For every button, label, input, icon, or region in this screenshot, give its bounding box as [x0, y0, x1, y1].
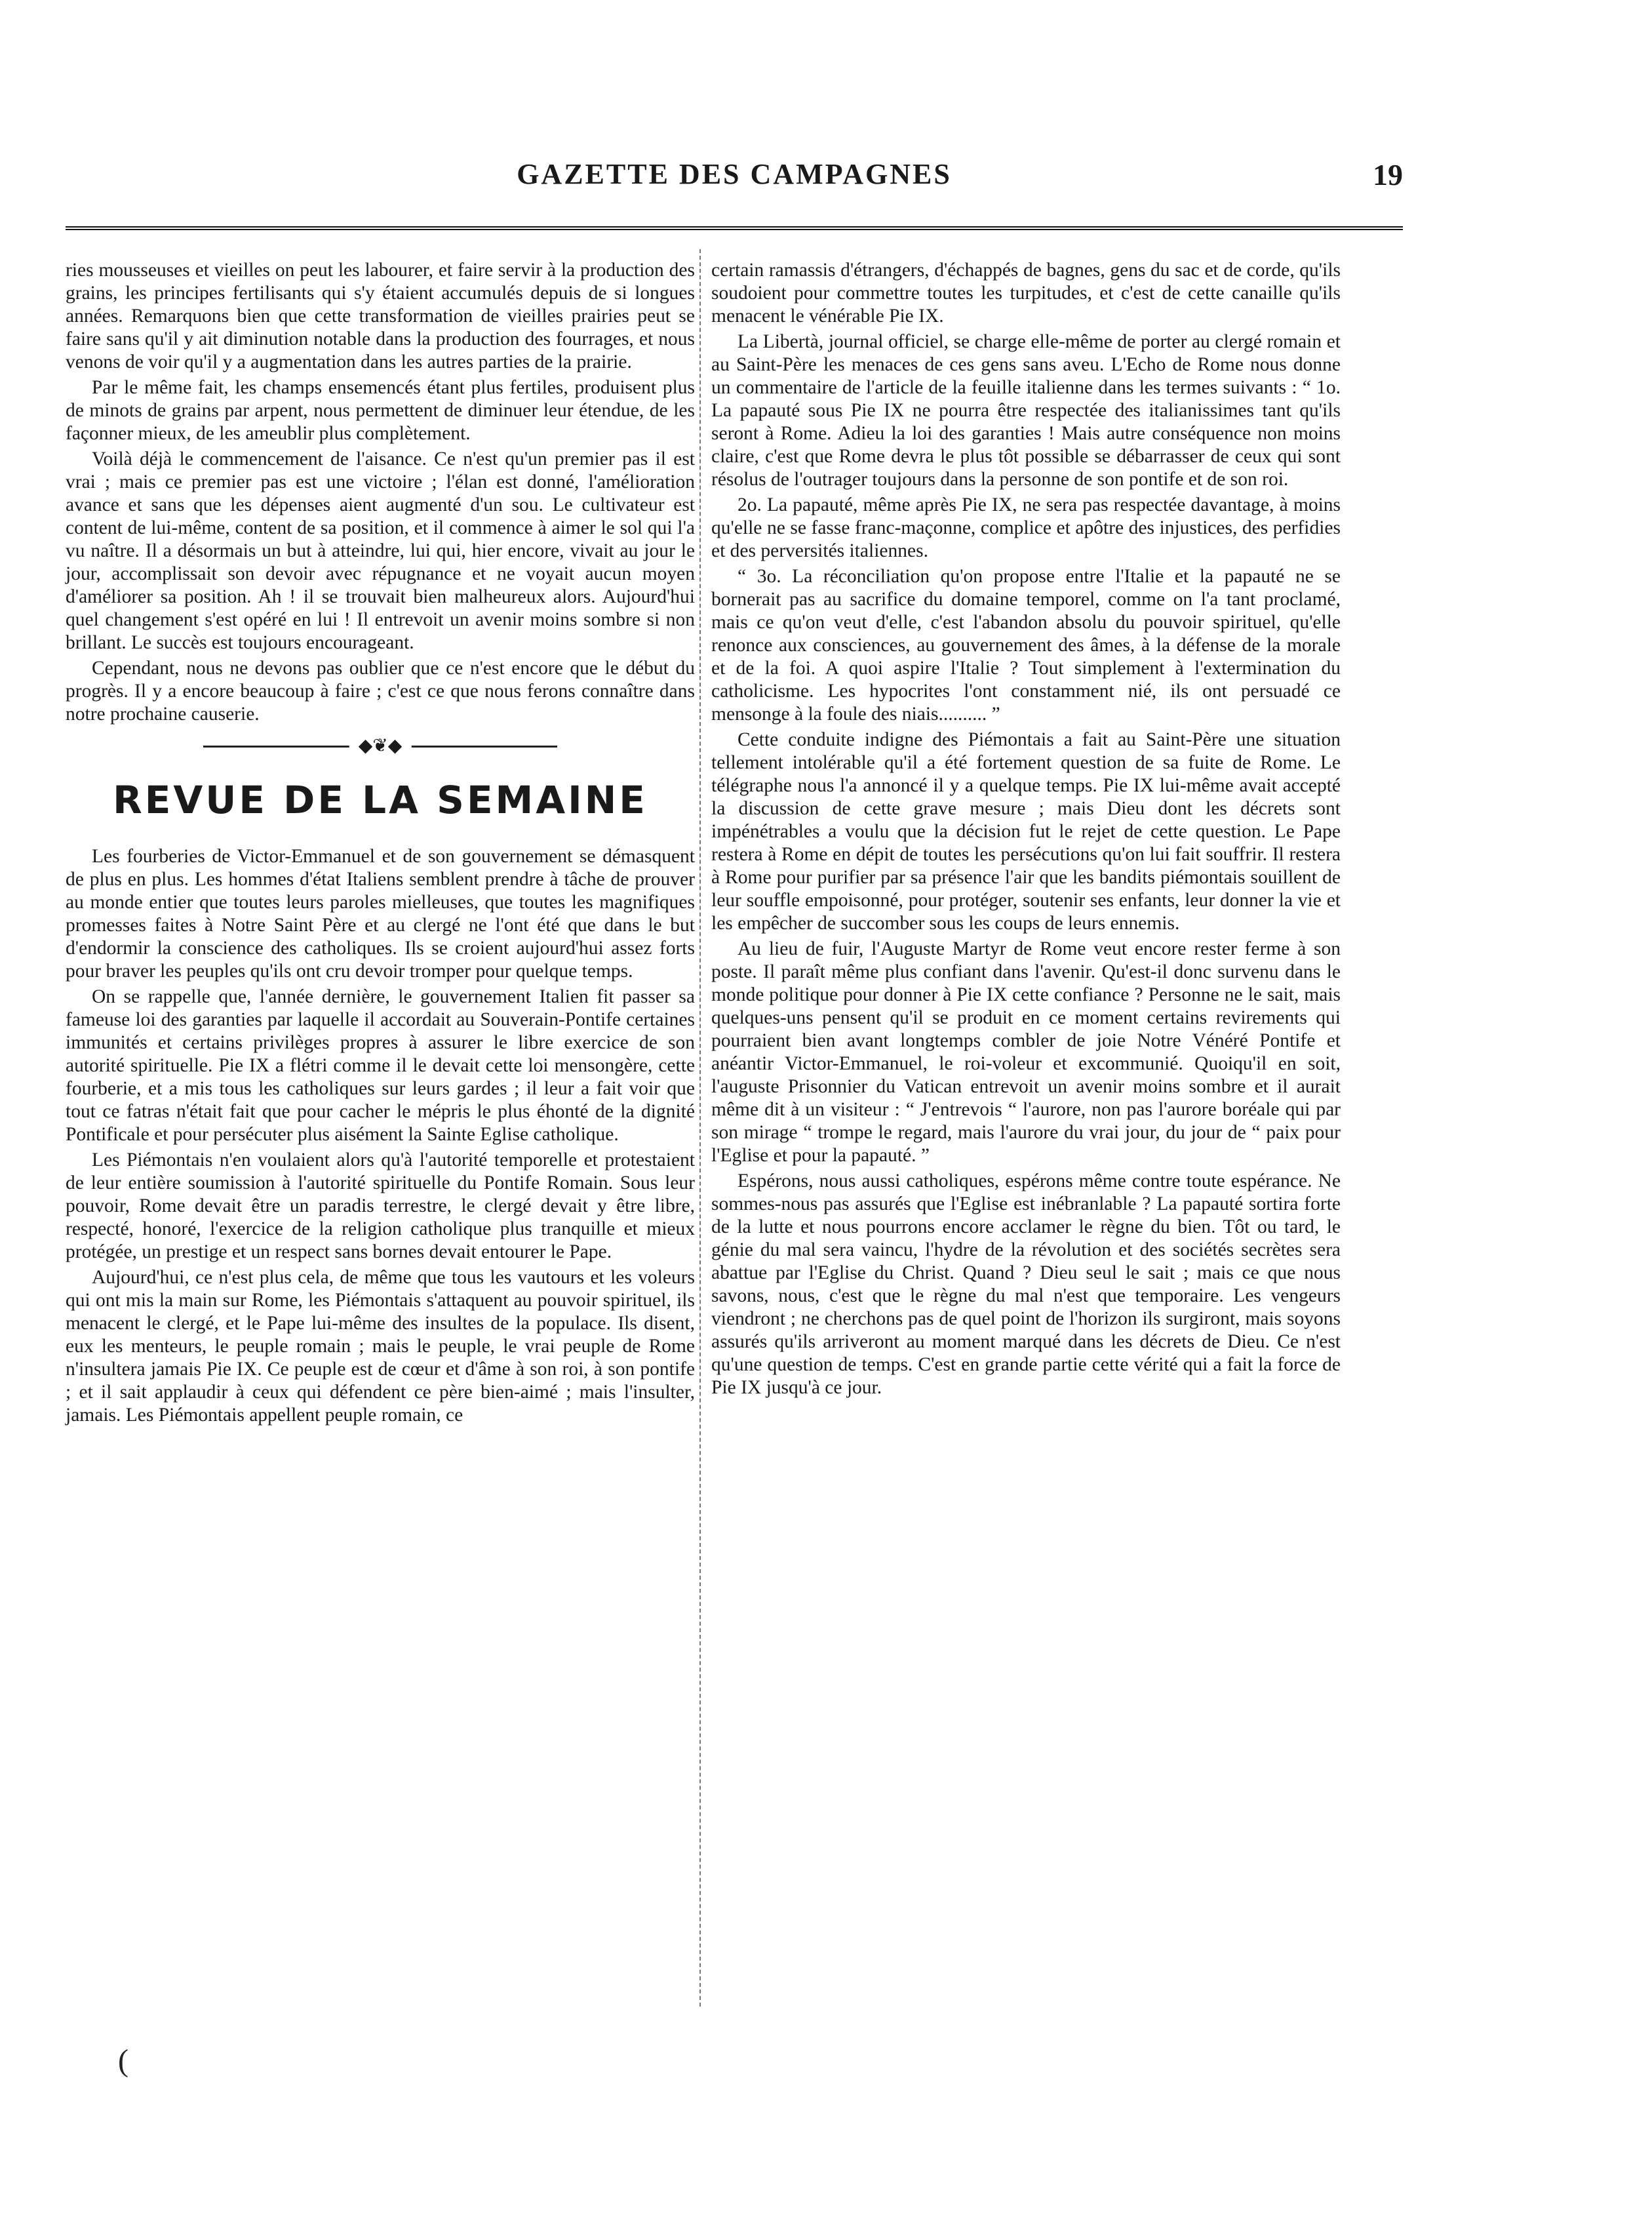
page-header — [66, 157, 1403, 203]
article-paragraph: “ 3o. La réconciliation qu'on propose entre l'Italie et la papauté ne se bornerait pas au sacrifice du domaine temporel, comme on l'a tant proclamé, mais ce qu'on veut d'elle, c'est l'abandon absolu du pouvoir spirituel, qu'elle renonce aux consciences, au gouvernement des âmes, à la défense de la morale et de la foi. A quoi aspire l'Italie ? Tout simplement à l'extermination du catholicisme. Les hypocrites l'ont constamment nié, ils ont persuadé ce mensonge à la foule des niais.......... ” — [711, 566, 1341, 725]
article-paragraph: certain ramassis d'étrangers, d'échappés de bagnes, gens du sac et de corde, qu'ils soudoient pour commettre toutes les turpitudes, et c'est de cette canaille qu'ils menacent le vénérable Pie IX. — [711, 260, 1341, 327]
stray-ink-mark: ( — [118, 2043, 128, 2078]
article-paragraph: On se rappelle que, l'année dernière, le gouvernement Italien fit passer sa fameuse loi des garanties par laquelle il accordait au Souverain-Pontife certaines immunités et certains privilèges propres à assurer le libre exercice de son autorité spirituelle. Pie IX a flétri comme il le devait cette loi mensongère, cette fourberie, et a mis tous les catholiques sur leurs gardes ; il leur a fait voir que tout ce fatras n'était fait que pour cacher le mépris le plus éhonté de la dignité Pontificale et pour persécuter plus aisément la Sainte Eglise catholique. — [66, 986, 695, 1145]
page-number: 19 — [1373, 158, 1403, 191]
right-column — [711, 259, 1341, 1399]
article-paragraph: Les Piémontais n'en voulaient alors qu'à l'autorité temporelle et protestaient de leur entière soumission à l'autorité spirituelle du Pontife Romain. Sous leur pouvoir, Rome devait être un paradis terrestre, le clergé devait y être libre, respecté, honoré, l'exercice de la religion catholique plus tranquille et mieux protégée, un prestige et un respect sans bornes devait entourer le Pape. — [66, 1149, 695, 1262]
article-paragraph: Cependant, nous ne devons pas oublier que ce n'est encore que le début du progrès. Il y a encore beaucoup à faire ; c'est ce que nous ferons connaître dans notre prochaine causerie. — [66, 658, 695, 725]
section-ornament — [66, 734, 695, 760]
article-paragraph: 2o. La papauté, même après Pie IX, ne sera pas respectée davantage, à moins qu'elle ne se fasse franc-maçonne, complice et apôtre des injustices, des perfidies et des perversités italiennes. — [711, 494, 1341, 561]
section-title: REVUE DE LA SEMAINE — [113, 778, 648, 822]
column-divider — [699, 249, 701, 2007]
ornament-icon: ◆❦◆ — [349, 736, 412, 756]
article-paragraph: Au lieu de fuir, l'Auguste Martyr de Rome veut encore rester ferme à son poste. Il paraît même plus confiant dans l'avenir. Qu'est-il donc survenu dans le monde politique pour donner à Pie IX cette confiance ? Personne ne le sait, mais quelques-uns pensent qu'il se produit en ce moment certains revirements qui pourraient bien avant longtemps combler de joie Notre Vénéré Pontife et anéantir Victor-Emmanuel, le roi-voleur et excommunié. Quoiqu'il en soit, l'auguste Prisonnier du Vatican entrevoit un avenir moins sombre et il aurait même dit à un visiteur : “ J'entrevois “ l'aurore, non pas l'aurore boréale qui par son mirage “ trompe le regard, mais l'aurore du vrai jour, du jour de “ paix pour l'Eglise et pour la papauté. ” — [711, 938, 1341, 1166]
newspaper-title: GAZETTE DES CAMPAGNES — [517, 158, 952, 190]
article-paragraph: Espérons, nous aussi catholiques, espérons même contre toute espérance. Ne sommes-nous pas assurés que l'Eglise est inébranlable ? La papauté sortira forte de la lutte et nous pourrons encore acclamer le règne du bien. Tôt ou tard, le génie du mal sera vaincu, l'hydre de la révolution et des sociétés secrètes sera abattue par l'Eglise du Christ. Quand ? Dieu seul le sait ; mais ce que nous savons, nous, c'est que le règne du mal n'est que temporaire. Les vengeurs viendront ; ne cherchons pas de quel point de l'horizon ils surgiront, mais soyons assurés qu'ils arriveront au moment marqué dans les décrets de Dieu. Ce n'est qu'une question de temps. C'est en grande partie cette vérité qui a fait la force de Pie IX jusqu'à ce jour. — [711, 1170, 1341, 1398]
article-paragraph: La Libertà, journal officiel, se charge elle-même de porter au clergé romain et au Saint-Père les menaces de ces gens sans aveu. L'Echo de Rome nous donne un commentaire de l'article de la feuille italienne dans les termes suivants : “ 1o. La papauté sous Pie IX ne pourra être respectée des italianissimes tant qu'ils seront à Rome. Adieu la loi des garanties ! Mais autre conséquence non moins claire, c'est que Rome devra le plus tôt possible se débarrasser de ceux qui sont résolus de l'outrager toujours dans la personne de son pontife et de son roi. — [711, 331, 1341, 490]
article-paragraph: Les fourberies de Victor-Emmanuel et de son gouvernement se démasquent de plus en plus. Les hommes d'état Italiens semblent prendre à tâche de prouver au monde entier que toutes leurs paroles mielleuses, que toutes les magnifiques promesses faites à Notre Saint Père et au clergé ne l'ont été que dans le but d'endormir la conscience des catholiques. Ils se croient aujourd'hui assez forts pour braver les peuples qu'ils ont cru devoir tromper pour quelque temps. — [66, 846, 695, 982]
header-rule — [66, 226, 1403, 230]
article-paragraph: Voilà déjà le commencement de l'aisance. Ce n'est qu'un premier pas il est vrai ; mais ce premier pas est une victoire ; l'élan est donné, l'amélioration avance et sans que les dépenses aient augmenté d'un sou. Le cultivateur est content de lui-même, content de sa position, et il commence à aimer le sol qui l'a vu naître. Il a désormais un but à atteindre, lui qui, hier encore, vivait au jour le jour, accomplissait son devoir avec répugnance et ne voyait aucun moyen d'améliorer sa position. Ah ! il se trouvait bien malheureux alors. Aujourd'hui quel changement s'est opéré en lui ! Il entrevoit un avenir moins sombre si non brillant. Le succès est toujours encourageant. — [66, 449, 695, 653]
article-paragraph: Cette conduite indigne des Piémontais a fait au Saint-Père une situation tellement intolérable qu'il a été fortement question de sa fuite de Rome. Le télégraphe nous l'a annoncé il y a quelque temps. Pie IX lui-même avait accepté la discussion de cette grave mesure ; mais Dieu dont les décrets sont impénétrables a voulu que la décision fut le rejet de cette question. Le Pape restera à Rome en dépit de toutes les persécutions qu'on lui fait souffrir. Il restera à Rome pour purifier par sa présence l'air que les bandits piémontais souillent de leur souffle empoisonné, pour protéger, soutenir ses enfants, leur donner la vie et les empêcher de succomber sous les coups de leurs ennemis. — [711, 729, 1341, 934]
article-paragraph: ries mousseuses et vieilles on peut les labourer, et faire servir à la production des grains, les principes fertilisants qui s'y étaient accumulés depuis de si longues années. Remarquons bien que cette transformation de vieilles prairies peut se faire sans qu'il y ait diminution notable dans la production des fourrages, et nous venons de voir qu'il y a augmentation dans les autres parties de la prairie. — [66, 260, 695, 372]
article-paragraph: Aujourd'hui, ce n'est plus cela, de même que tous les vautours et les voleurs qui ont mis la main sur Rome, les Piémontais s'attaquent au pouvoir spirituel, ils menacent le clergé, et le Pape lui-même des insultes de la populace. Ils disent, eux les menteurs, le peuple romain ; mais le peuple, le vrai peuple de Rome n'insultera jamais Pie IX. Ce peuple est de cœur et d'âme à son roi, à son pontife ; et il sait applaudir à ceux qui défendent ce père bien-aimé ; mais l'insulter, jamais. Les Piémontais appellent peuple romain, ce — [66, 1267, 695, 1426]
article-paragraph: Par le même fait, les champs ensemencés étant plus fertiles, produisent plus de minots de grains par arpent, nous permettent de diminuer leur étendue, de les façonner mieux, de les ameublir plus complètement. — [66, 377, 695, 444]
left-column — [66, 259, 695, 1427]
